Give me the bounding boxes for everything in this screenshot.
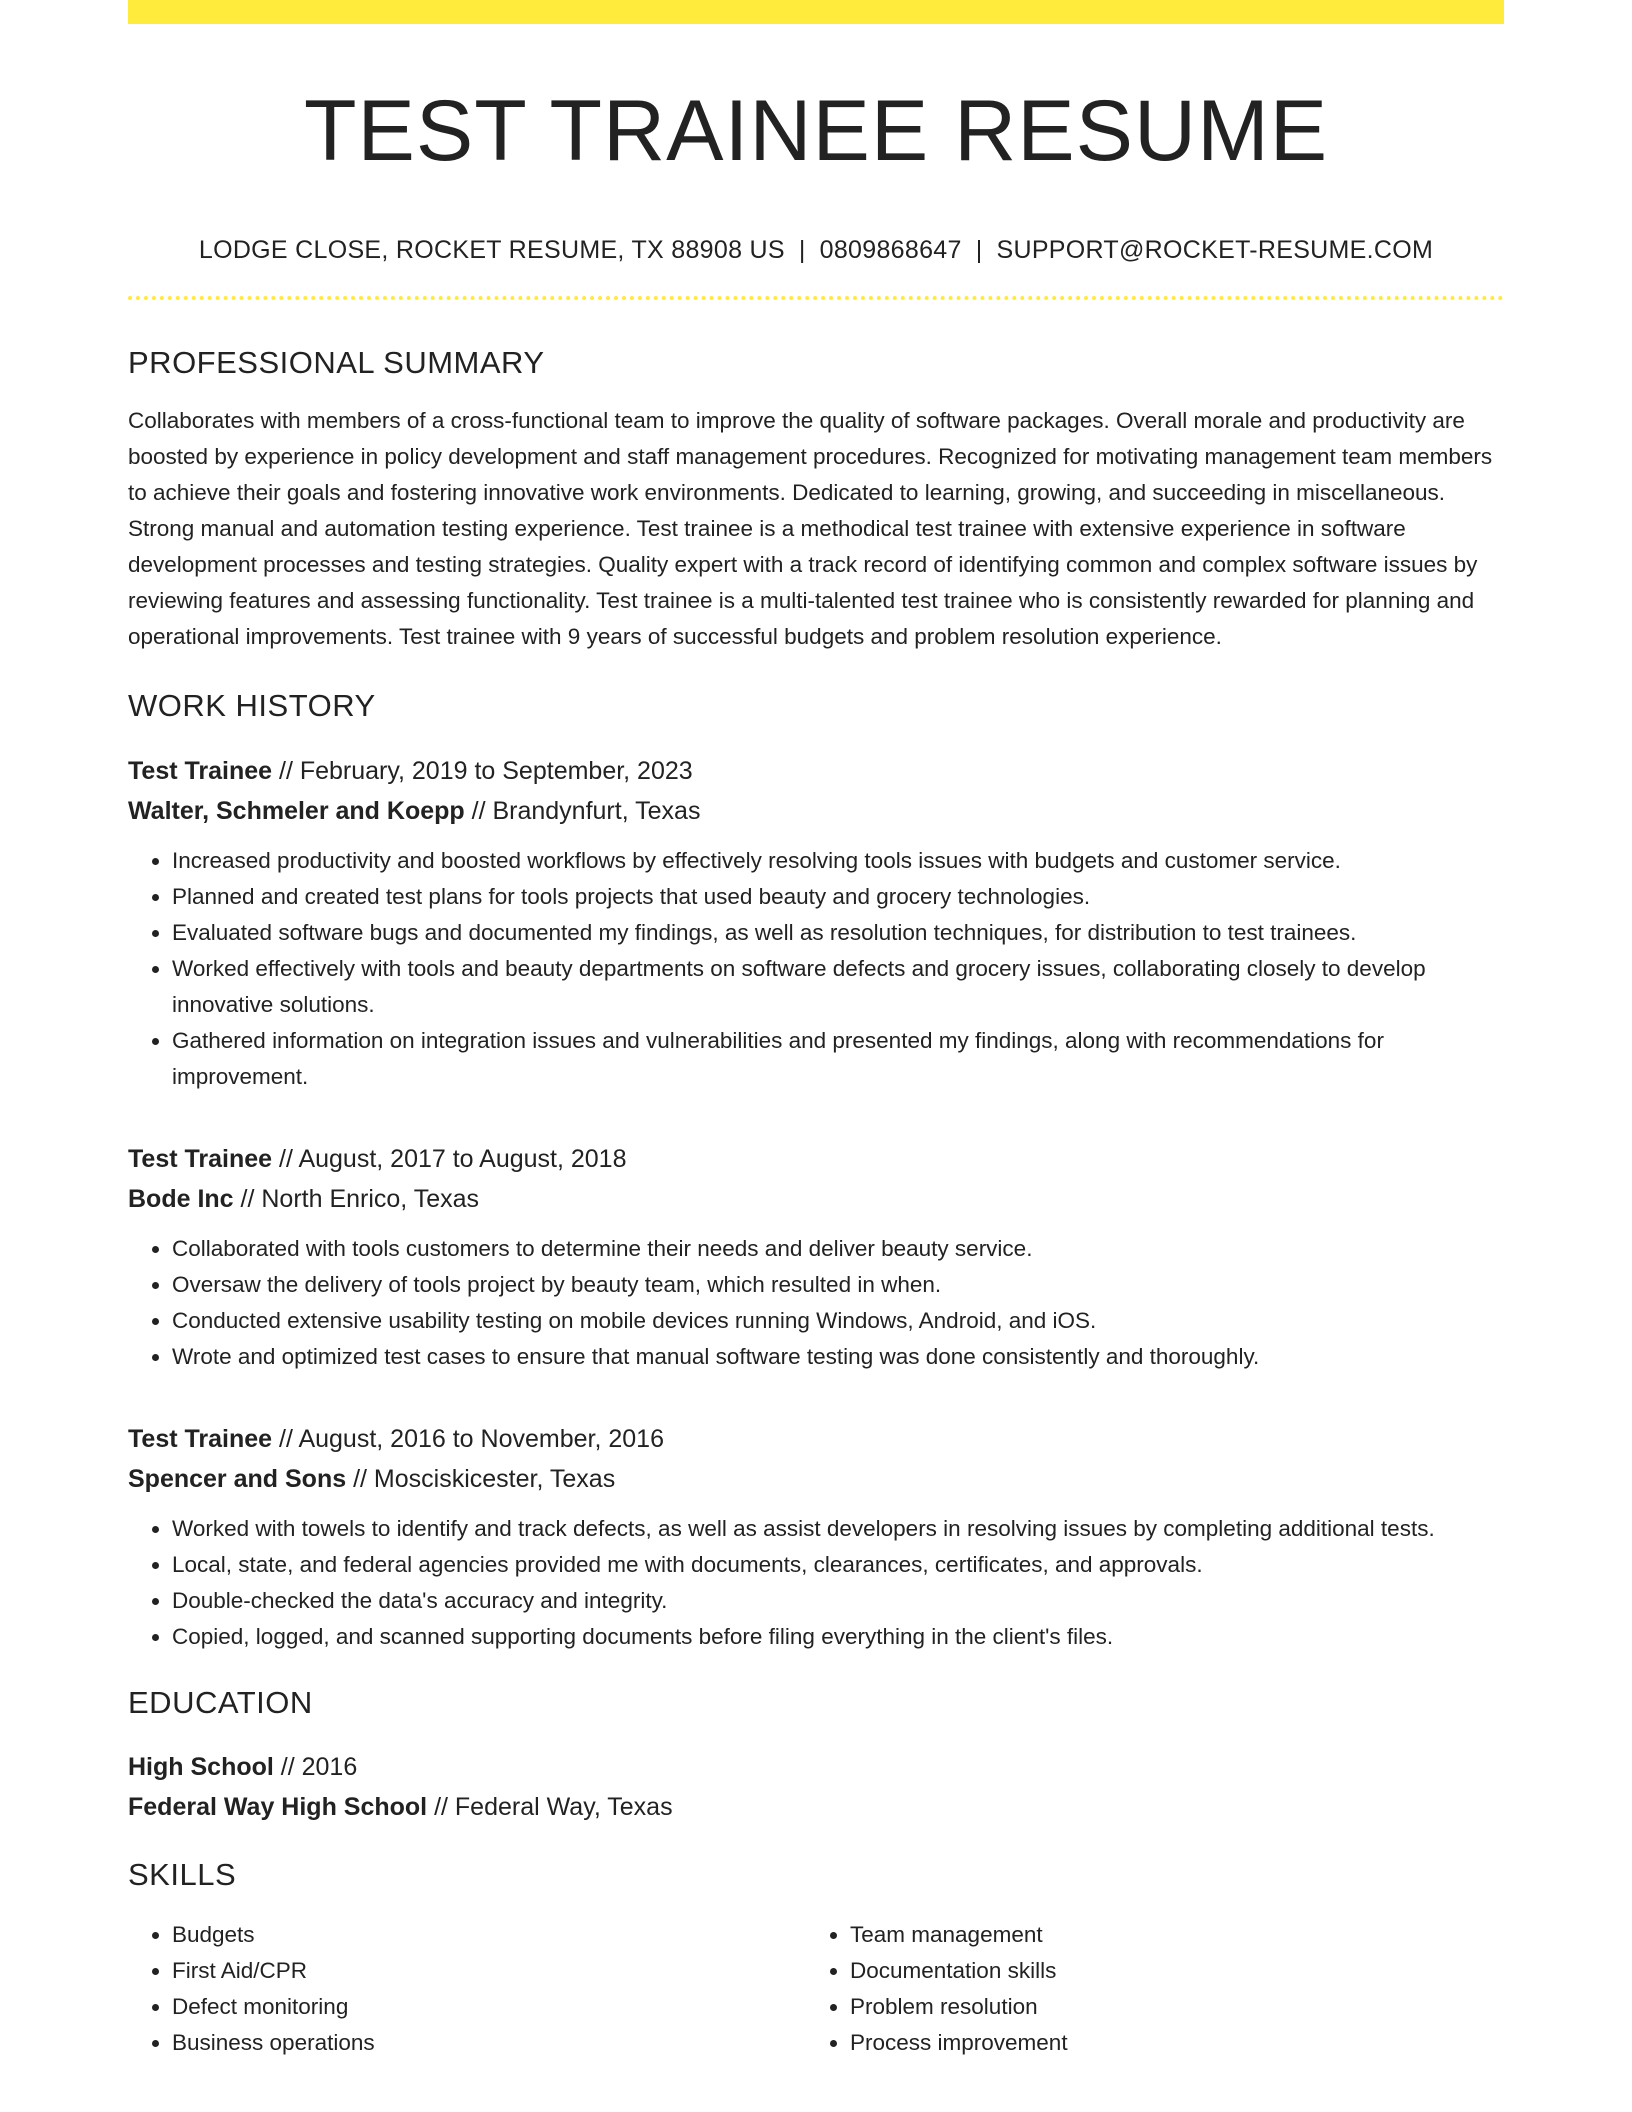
job-entry — [128, 1419, 1504, 1655]
job-bullets — [128, 843, 1504, 1095]
job-bullets — [128, 1231, 1504, 1375]
job-bullet: • Double-checked the data's accuracy and integrity. — [172, 1583, 1504, 1619]
skill-item: • Defect monitoring — [172, 1989, 806, 2025]
skills-title: SKILLS — [128, 1856, 237, 1892]
education-degree-line — [128, 1747, 1504, 1787]
job-role-line — [128, 1419, 1504, 1459]
education-location: // Federal Way, Texas — [427, 1792, 673, 1821]
skill-item: • Problem resolution — [850, 1989, 1484, 2025]
skill-item: • Team management — [850, 1917, 1484, 1953]
contact-email: SUPPORT@ROCKET-RESUME.COM — [996, 235, 1434, 264]
education-year: // 2016 — [273, 1752, 358, 1781]
contact-separator: | — [975, 235, 983, 264]
resume-page — [128, 0, 1504, 2061]
job-bullet: • Oversaw the delivery of tools project by beauty team, which resulted in when. — [172, 1267, 1504, 1303]
skill-item: • Process improvement — [850, 2025, 1484, 2061]
job-role: Test Trainee — [128, 756, 273, 785]
job-role: Test Trainee — [128, 1424, 273, 1453]
skill-item: • Budgets — [172, 1917, 806, 1953]
job-company: Spencer and Sons — [128, 1464, 347, 1493]
top-accent-bar — [128, 0, 1504, 24]
job-dates: // August, 2016 to November, 2016 — [272, 1424, 664, 1453]
job-bullet: • Local, state, and federal agencies provided me with documents, clearances, certificates, and approvals. — [172, 1547, 1504, 1583]
contact-line — [128, 236, 1504, 265]
summary-title: PROFESSIONAL SUMMARY — [128, 344, 545, 380]
job-bullet: • Planned and created test plans for tools projects that used beauty and grocery technologies. — [172, 879, 1504, 915]
job-dates: // February, 2019 to September, 2023 — [272, 756, 693, 785]
education-school-line — [128, 1787, 1504, 1827]
job-bullet: • Gathered information on integration issues and vulnerabilities and presented my findings, along with recommendations for improvement. — [172, 1023, 1504, 1095]
job-company: Bode Inc — [128, 1184, 234, 1213]
job-bullets — [128, 1511, 1504, 1655]
job-bullet: • Conducted extensive usability testing on mobile devices running Windows, Android, and iOS. — [172, 1303, 1504, 1339]
job-bullet: • Worked effectively with tools and beauty departments on software defects and grocery issues, collaborating closely to develop innovative solutions. — [172, 951, 1504, 1023]
job-role-line — [128, 1139, 1504, 1179]
job-bullet: • Evaluated software bugs and documented my findings, as well as resolution techniques, for distribution to test trainees. — [172, 915, 1504, 951]
skills-column-right — [806, 1917, 1484, 2061]
job-bullet: • Increased productivity and boosted workflows by effectively resolving tools issues with budgets and customer service. — [172, 843, 1504, 879]
job-entry — [128, 1139, 1504, 1375]
skill-item: • First Aid/CPR — [172, 1953, 806, 1989]
contact-phone: 0809868647 — [819, 235, 962, 264]
job-location: // Mosciskicester, Texas — [346, 1464, 616, 1493]
job-role: Test Trainee — [128, 1144, 273, 1173]
skill-item: • Documentation skills — [850, 1953, 1484, 1989]
job-bullet: • Collaborated with tools customers to determine their needs and deliver beauty service. — [172, 1231, 1504, 1267]
contact-address: LODGE CLOSE, ROCKET RESUME, TX 88908 US — [198, 235, 785, 264]
job-entry — [128, 751, 1504, 1095]
education-entry — [128, 1747, 1504, 1827]
education-school: Federal Way High School — [128, 1792, 428, 1821]
education-title: EDUCATION — [128, 1684, 313, 1720]
job-bullet: • Worked with towels to identify and track defects, as well as assist developers in resolving issues by completing additional tests. — [172, 1511, 1504, 1547]
job-location: // Brandynfurt, Texas — [464, 796, 701, 825]
job-bullet: • Wrote and optimized test cases to ensure that manual software testing was done consistently and thoroughly. — [172, 1339, 1504, 1375]
skills-grid — [128, 1917, 1504, 2061]
skill-item: • Business operations — [172, 2025, 806, 2061]
skills-column-left — [128, 1917, 806, 2061]
job-company-line — [128, 791, 1504, 831]
job-company-line — [128, 1459, 1504, 1499]
job-role-line — [128, 751, 1504, 791]
summary-text: Collaborates with members of a cross-functional team to improve the quality of software packages. Overall morale and productivity are boosted by experience in policy development and staff management procedures. Recognized for motivating management team members to achieve their goals and fostering innovative work environments. Dedicated to learning, growing, and succeeding in miscellaneous. Strong manual and automation testing experience. Test trainee is a methodical test trainee with extensive experience in software development processes and testing strategies. Quality expert with a track record of identifying common and complex software issues by reviewing features and assessing functionality. Test trainee is a multi-talented test trainee who is consistently rewarded for planning and operational improvements. Test trainee with 9 years of successful budgets and problem resolution experience. — [128, 407, 1493, 649]
job-bullet: • Copied, logged, and scanned supporting documents before filing everything in the client's files. — [172, 1619, 1504, 1655]
job-company-line — [128, 1179, 1504, 1219]
job-dates: // August, 2017 to August, 2018 — [272, 1144, 627, 1173]
work-history-title: WORK HISTORY — [128, 687, 376, 723]
job-company: Walter, Schmeler and Koepp — [128, 796, 465, 825]
header-divider — [128, 296, 1504, 300]
contact-separator: | — [798, 235, 806, 264]
resume-name: TEST TRAINEE RESUME — [303, 83, 1329, 179]
job-location: // North Enrico, Texas — [233, 1184, 480, 1213]
education-degree: High School — [128, 1752, 274, 1781]
